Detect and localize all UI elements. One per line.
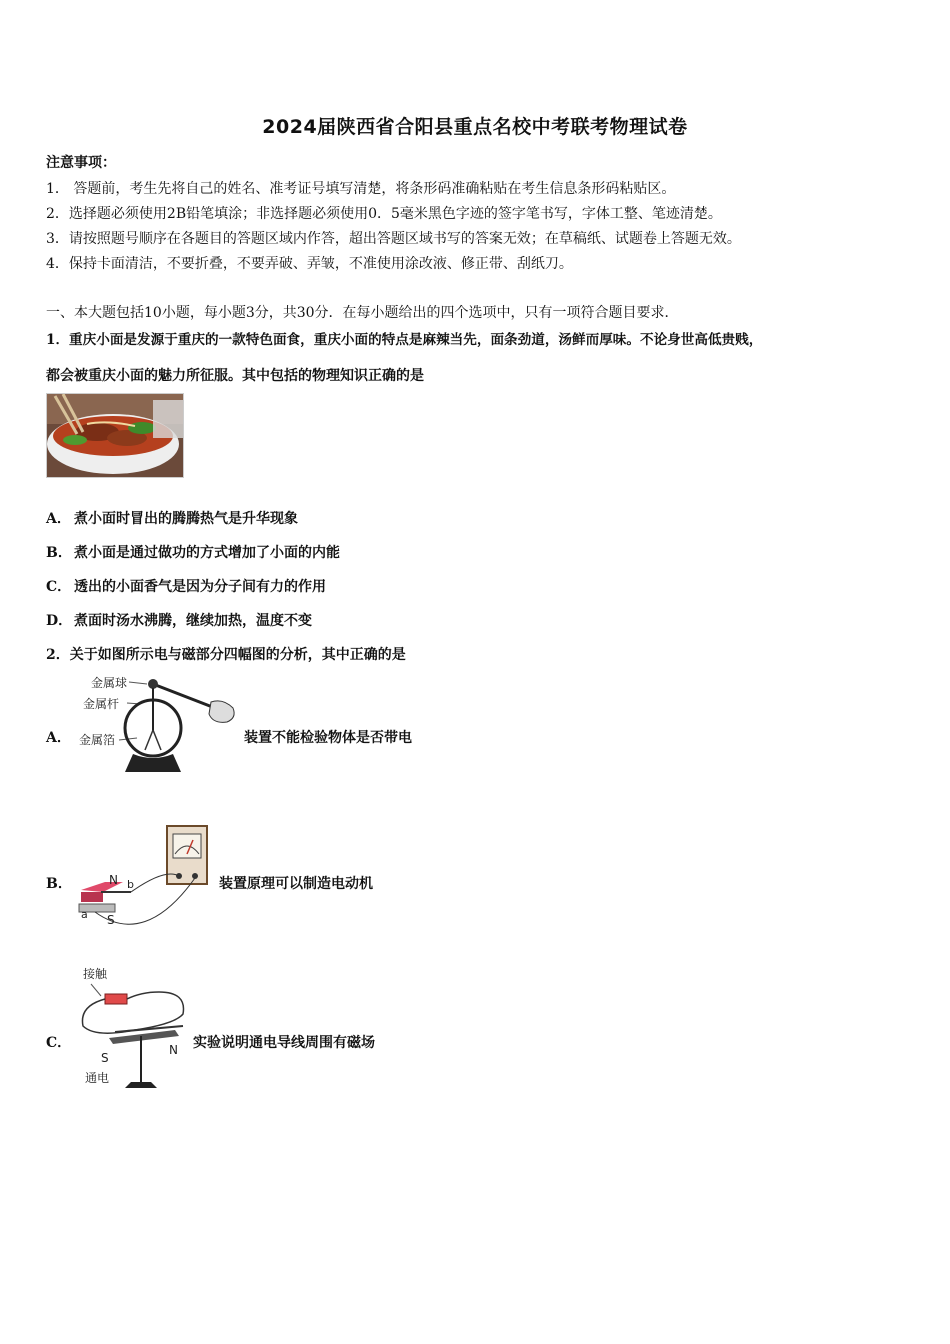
section-intro: 一、本大题包括10小题，每小题3分，共30分．在每小题给出的四个选项中，只有一项符合题目要求． bbox=[46, 305, 679, 321]
q2-option-b-label: B． bbox=[46, 876, 72, 892]
fig-label: b bbox=[127, 878, 134, 891]
fig-label: N bbox=[169, 1043, 178, 1057]
fig-label: 金属球 bbox=[91, 676, 128, 690]
fig-label: 通电 bbox=[85, 1071, 110, 1085]
fig-label: 接触 bbox=[83, 967, 108, 981]
fig-label: S bbox=[107, 913, 115, 927]
q1-option-a-text: 煮小面时冒出的腾腾热气是升华现象 bbox=[74, 511, 298, 527]
electroscope-figure bbox=[75, 670, 243, 778]
notice-item: 3．请按照题号顺序在各题目的答题区域内作答，超出答题区域书写的答案无效；在草稿纸、试题卷上答题无效。 bbox=[46, 231, 741, 247]
fig-label: S bbox=[101, 1051, 109, 1065]
notice-heading: 注意事项： bbox=[46, 155, 116, 171]
q1-option-d-label: D． bbox=[46, 613, 73, 629]
fig-label: N bbox=[109, 873, 118, 887]
question-1-stem-cont: 都会被重庆小面的魅力所征服。其中包括的物理知识正确的是 bbox=[46, 368, 424, 384]
notice-item: 2．选择题必须使用2B铅笔填涂；非选择题必须使用0．5毫米黑色字迹的签字笔书写，字体工整、笔迹清楚。 bbox=[46, 206, 722, 222]
q2-option-c-label: C． bbox=[46, 1035, 72, 1051]
q2-option-b-text: 装置原理可以制造电动机 bbox=[219, 876, 373, 892]
q1-option-b-label: B． bbox=[46, 545, 72, 561]
q1-option-c-text: 透出的小面香气是因为分子间有力的作用 bbox=[74, 579, 326, 595]
q1-option-a-label: A． bbox=[46, 511, 71, 527]
q2-option-a-label: A． bbox=[46, 730, 71, 746]
fig-label: a bbox=[81, 908, 88, 921]
q1-option-b-text: 煮小面是通过做功的方式增加了小面的内能 bbox=[74, 545, 340, 561]
question-2-stem: 2．关于如图所示电与磁部分四幅图的分析，其中正确的是 bbox=[46, 647, 406, 663]
fig-label: 金属箔 bbox=[79, 733, 116, 747]
q2-option-c-text: 实验说明通电导线周围有磁场 bbox=[193, 1035, 375, 1051]
notice-item: 1． 答题前，考生先将自己的姓名、准考证号填写清楚，将条形码准确粘贴在考生信息条形码粘贴区。 bbox=[46, 181, 676, 197]
noodle-bowl-image bbox=[46, 393, 184, 478]
fig-label: 金属杆 bbox=[83, 697, 120, 711]
oersted-figure bbox=[75, 962, 193, 1098]
q1-option-d-text: 煮面时汤水沸腾，继续加热，温度不变 bbox=[74, 613, 312, 629]
q1-option-c-label: C． bbox=[46, 579, 72, 595]
question-1-stem: 1．重庆小面是发源于重庆的一款特色面食，重庆小面的特点是麻辣当先，面条劲道，汤鲜而厚味。不论身世高低贵贱， bbox=[46, 332, 763, 348]
page-title: 2024届陕西省合阳县重点名校中考联考物理试卷 bbox=[262, 116, 688, 138]
q2-option-a-text: 装置不能检验物体是否带电 bbox=[244, 730, 412, 746]
generator-figure bbox=[75, 808, 217, 936]
notice-item: 4．保持卡面清洁，不要折叠，不要弄破、弄皱，不准使用涂改液、修正带、刮纸刀。 bbox=[46, 256, 573, 272]
